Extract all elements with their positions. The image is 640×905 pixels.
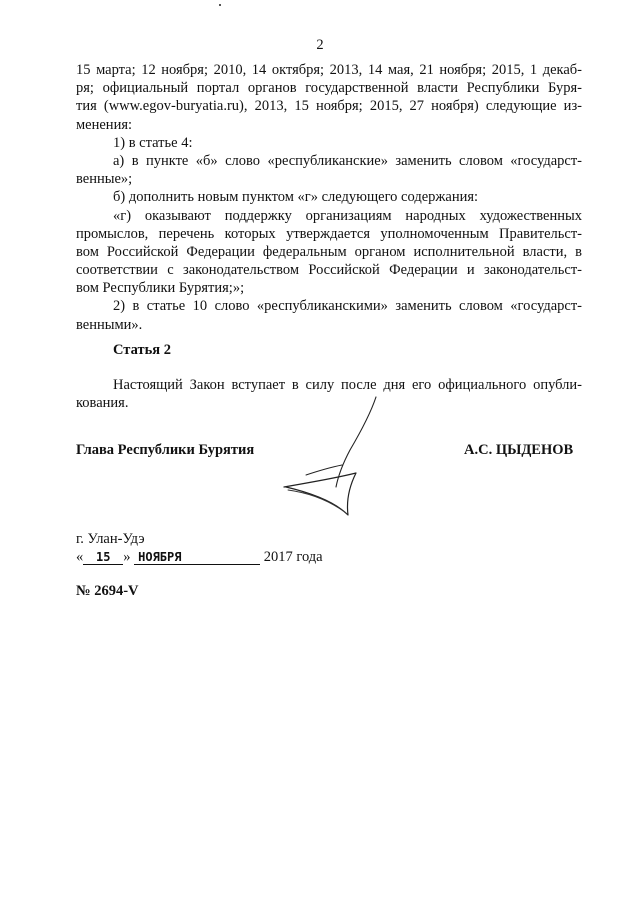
signing-date	[76, 548, 323, 566]
amendment-text	[76, 61, 582, 334]
body-line: соответствии с законодательством Российской Федерации и законодательст-	[76, 262, 582, 279]
body-line: вом Российской Федерации федеральным органом исполнительной власти, в	[76, 243, 582, 260]
body-line: а) в пункте «б» слово «республиканские» заменить словом «государст-	[113, 152, 582, 169]
date-open-quote: «	[76, 549, 84, 565]
date-year: 2017 года	[263, 549, 323, 565]
body-line: вом Республики Бурятия;»;	[76, 280, 245, 297]
body-line: промыслов, перечень которых утверждается уполномоченным Правительст-	[76, 225, 582, 242]
date-close-quote: »	[123, 549, 131, 565]
body-line: б) дополнить новым пунктом «г» следующего содержания:	[113, 189, 479, 206]
scan-speck	[219, 4, 221, 6]
signer-name: А.С. ЦЫДЕНОВ	[464, 442, 574, 458]
article-2-line: Настоящий Закон вступает в силу после дня его официального опубли-	[113, 377, 582, 393]
handwritten-signature	[280, 395, 390, 525]
body-line: ря; официальный портал органов государственной власти Республики Буря-	[76, 80, 582, 97]
body-line: 15 марта; 12 ноября; 2010, 14 октября; 2013, 14 мая, 21 ноября; 2015, 1 декаб-	[76, 62, 582, 78]
body-line: «г) оказывают поддержку организациям народных художественных	[113, 207, 582, 224]
date-month: НОЯБРЯ	[134, 550, 260, 565]
body-line: венными».	[76, 316, 143, 333]
signer-position: Глава Республики Бурятия	[76, 442, 255, 458]
body-line: тия (www.egov-buryatia.ru), 2013, 15 ноября; 2015, 27 ноября) следующие из-	[76, 98, 582, 115]
date-day: 15	[83, 550, 123, 565]
place-of-signing: г. Улан-Удэ	[76, 531, 145, 547]
body-line: венные»;	[76, 171, 133, 188]
body-line: менения:	[76, 116, 133, 133]
article-2-heading: Статья 2	[113, 342, 171, 358]
article-2-line: кования.	[76, 395, 129, 412]
page-number: 2	[316, 37, 324, 53]
body-line: 2) в статье 10 слово «республиканскими» заменить словом «государст-	[113, 298, 582, 315]
body-line: 1) в статье 4:	[113, 134, 193, 151]
law-number: № 2694-V	[76, 583, 139, 599]
